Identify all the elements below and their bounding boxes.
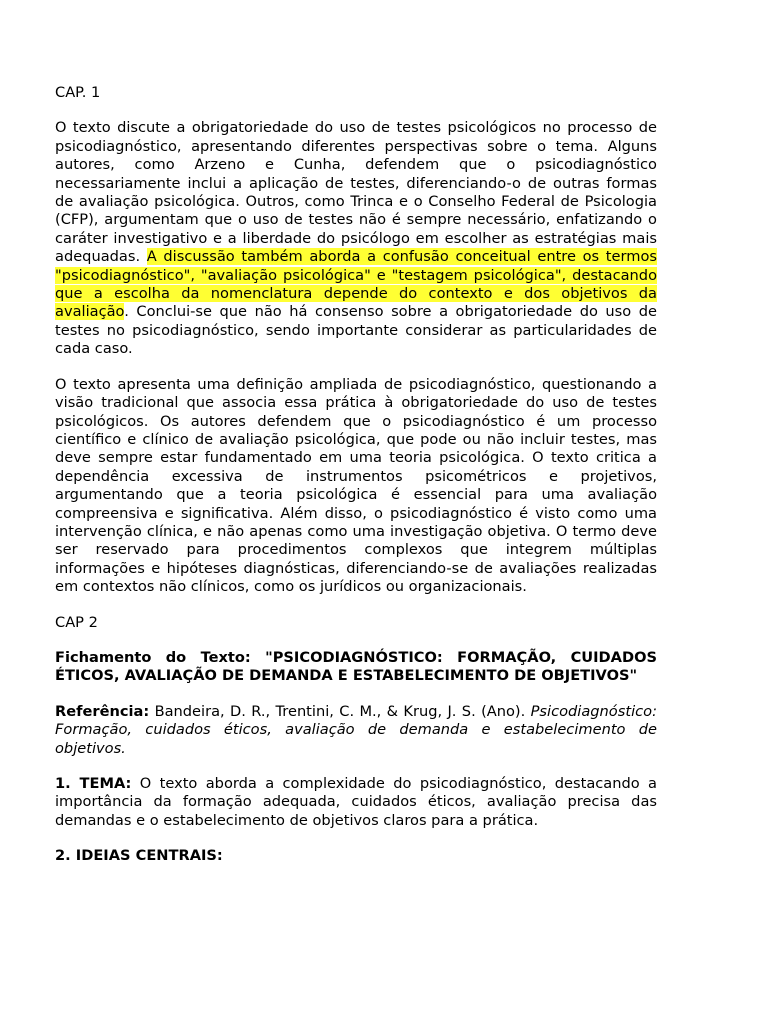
paragraph-text: O texto discute a obrigatoriedade do uso de testes psicológicos no processo de psicodiagnóstico, apresentando diferentes perspectivas sobre o tema. Alguns autores, como Arzeno e Cunha, defendem que o psicodiagnóstico necessariamente inclui a aplicação de testes, diferenciando-o de outras formas de avaliação psicológica. Outros, como Trinca e o Conselho Federal de Psicologia (CFP), argumentam que o uso de testes não é sempre necessário, enfatizando o caráter investigativo e a liberdade do psicólogo em escolher as estratégias mais adequadas. [55, 119, 657, 266]
chapter-2-label: CAP 2 [55, 613, 98, 631]
chapter-1-paragraph-2: O texto apresenta uma definição ampliada de psicodiagnóstico, questionando a visão tradicional que associa essa prática à obrigatoriedade do uso de testes psicológicos. Os autores defendem que o psicodiagnóstico é um processo científico e clínico de avaliação psicológica, que pode ou não incluir testes, mas deve sempre estar fundamentado em uma teoria psicológica. O texto critica a dependência excessiva de instrumentos psicométricos e projetivos, argumentando que a teoria psicológica é essencial para uma avaliação compreensiva e significativa. Além disso, o psicodiagnóstico é visto como uma intervenção clínica, e não apenas como uma investigação objetiva. O termo deve ser reservado para procedimentos complexos que integrem múltiplas informações e hipóteses diagnósticas, diferenciando-se de avaliações realizadas em contextos não clínicos, como os jurídicos ou organizacionais. [55, 375, 657, 596]
reference-title: Psicodiagnóstico: Formação, cuidados éticos, avaliação de demanda e estabelecimento de objetivos. [55, 702, 657, 757]
ideias-centrais-heading: 2. IDEIAS CENTRAIS: [55, 847, 223, 865]
reference-label: Referência: [55, 702, 150, 720]
paragraph-text: . Conclui-se que não há consenso sobre a obrigatoriedade do uso de testes no psicodiagnóstico, sendo importante considerar as particularidades de cada caso. [55, 303, 657, 358]
tema-label: 1. TEMA: [55, 775, 132, 792]
fichamento-title: Fichamento do Texto: "PSICODIAGNÓSTICO: FORMAÇÃO, CUIDADOS ÉTICOS, AVALIAÇÃO DE DEMANDA E ESTABELECIMENTO DE OBJETIVOS" [55, 648, 657, 685]
reference-authors: Bandeira, D. R., Trentini, C. M., & Krug, J. S. (Ano). [149, 702, 531, 720]
document-page [55, 84, 657, 866]
chapter-1-paragraph-1 [55, 119, 657, 358]
reference-paragraph [55, 703, 657, 758]
highlighted-text: A discussão também aborda a confusão conceitual entre os termos "psicodiagnóstico", "avaliação psicológica" e "testagem psicológica", destacando que a escolha da nomenclatura depende do contexto e dos objetivos da avaliação [55, 248, 658, 321]
tema-text: O texto aborda a complexidade do psicodiagnóstico, destacando a importância da formação adequada, cuidados éticos, avaliação precisa das demandas e o estabelecimento de objetivos claros para a prática. [55, 775, 657, 829]
tema-paragraph [55, 775, 657, 830]
chapter-1-label: CAP. 1 [55, 84, 101, 101]
